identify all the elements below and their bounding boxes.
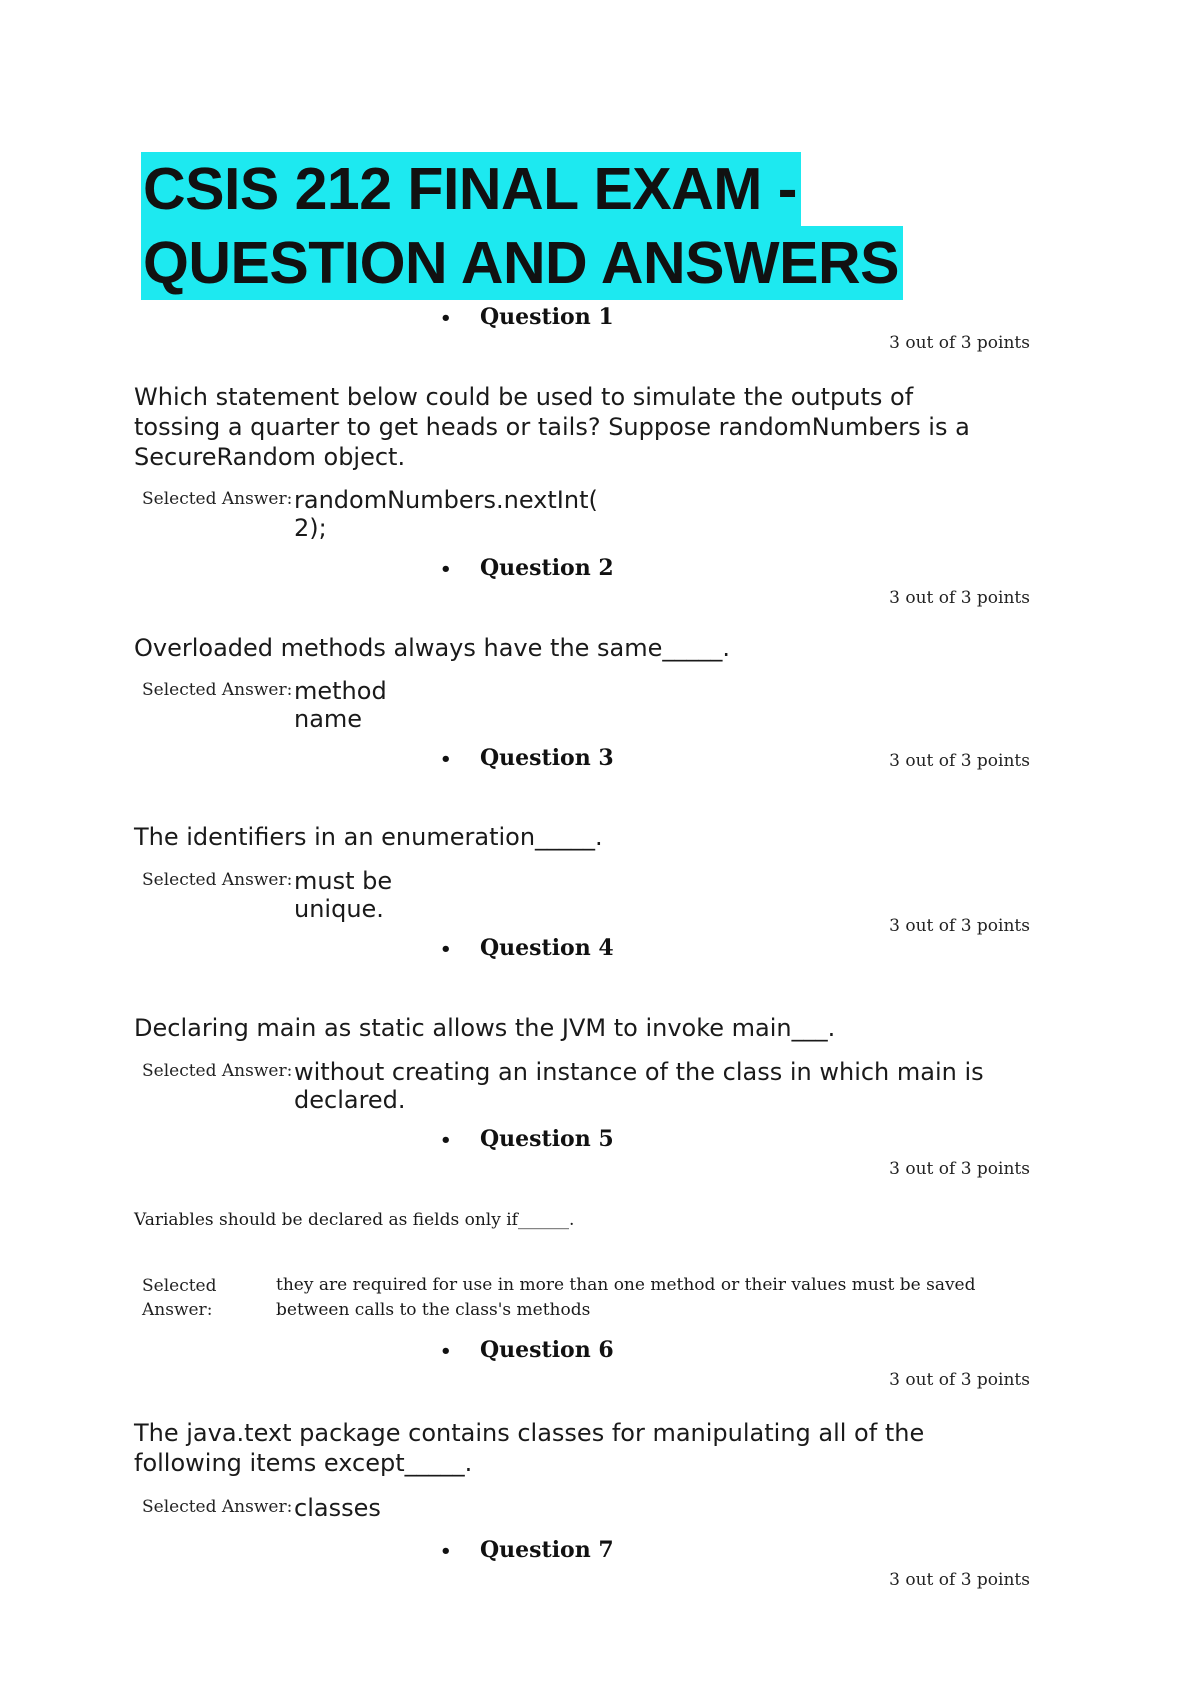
question-7-title: Question 7	[480, 1537, 614, 1563]
question-4-points: 3 out of 3 points	[889, 916, 1030, 936]
title-line-2: QUESTION AND ANSWERS	[141, 226, 903, 300]
question-4-title: Question 4	[480, 935, 614, 961]
question-1-points: 3 out of 3 points	[889, 333, 1030, 353]
question-6-text: The java.text package contains classes for manipulating all of the following items except_____.	[134, 1419, 925, 1477]
question-2-answer: method name	[294, 677, 387, 733]
question-1-text: Which statement below could be used to simulate the outputs of tossing a quarter to get heads or tails? Suppose randomNumbers is a SecureRandom object.	[134, 383, 970, 471]
question-3-header	[440, 744, 614, 772]
question-2-header	[440, 554, 614, 582]
question-5-title: Question 5	[480, 1126, 614, 1152]
question-4-header	[440, 934, 614, 962]
question-1-title: Question 1	[480, 304, 614, 330]
question-2-points: 3 out of 3 points	[889, 588, 1030, 608]
question-7-header	[440, 1536, 614, 1564]
bullet-icon: •	[440, 749, 452, 770]
title-line-1: CSIS 212 FINAL EXAM -	[141, 152, 801, 226]
question-5-answer-label: Selected Answer:	[142, 1276, 217, 1320]
page-title	[141, 152, 903, 300]
question-1-header	[440, 303, 614, 331]
question-3-answer-label: Selected Answer:	[142, 870, 293, 890]
bullet-icon: •	[440, 1130, 452, 1151]
question-2-answer-label: Selected Answer:	[142, 680, 293, 700]
question-6-answer-label: Selected Answer:	[142, 1497, 293, 1517]
question-5-header	[440, 1125, 614, 1153]
question-4-text: Declaring main as static allows the JVM to invoke main___.	[134, 1014, 836, 1042]
question-6-answer: classes	[294, 1494, 381, 1522]
bullet-icon: •	[440, 308, 452, 329]
question-1-answer: randomNumbers.nextInt( 2);	[294, 486, 598, 542]
question-5-points: 3 out of 3 points	[889, 1159, 1030, 1179]
question-3-points: 3 out of 3 points	[889, 751, 1030, 771]
bullet-icon: •	[440, 1341, 452, 1362]
question-3-text: The identifiers in an enumeration_____.	[134, 823, 603, 851]
bullet-icon: •	[440, 939, 452, 960]
question-4-answer: without creating an instance of the class in which main is declared.	[294, 1058, 984, 1114]
question-2-text: Overloaded methods always have the same_____.	[134, 634, 731, 662]
question-5-text: Variables should be declared as fields only if______.	[134, 1210, 575, 1230]
bullet-icon: •	[440, 559, 452, 580]
question-2-title: Question 2	[480, 555, 614, 581]
question-6-title: Question 6	[480, 1337, 614, 1363]
question-3-answer: must be unique.	[294, 867, 393, 923]
question-7-points: 3 out of 3 points	[889, 1570, 1030, 1590]
question-4-answer-label: Selected Answer:	[142, 1061, 293, 1081]
question-5-answer: they are required for use in more than one method or their values must be saved between calls to the class's methods	[276, 1275, 976, 1320]
question-6-points: 3 out of 3 points	[889, 1370, 1030, 1390]
question-6-header	[440, 1336, 614, 1364]
bullet-icon: •	[440, 1541, 452, 1562]
question-3-title: Question 3	[480, 745, 614, 771]
question-1-answer-label: Selected Answer:	[142, 489, 293, 509]
